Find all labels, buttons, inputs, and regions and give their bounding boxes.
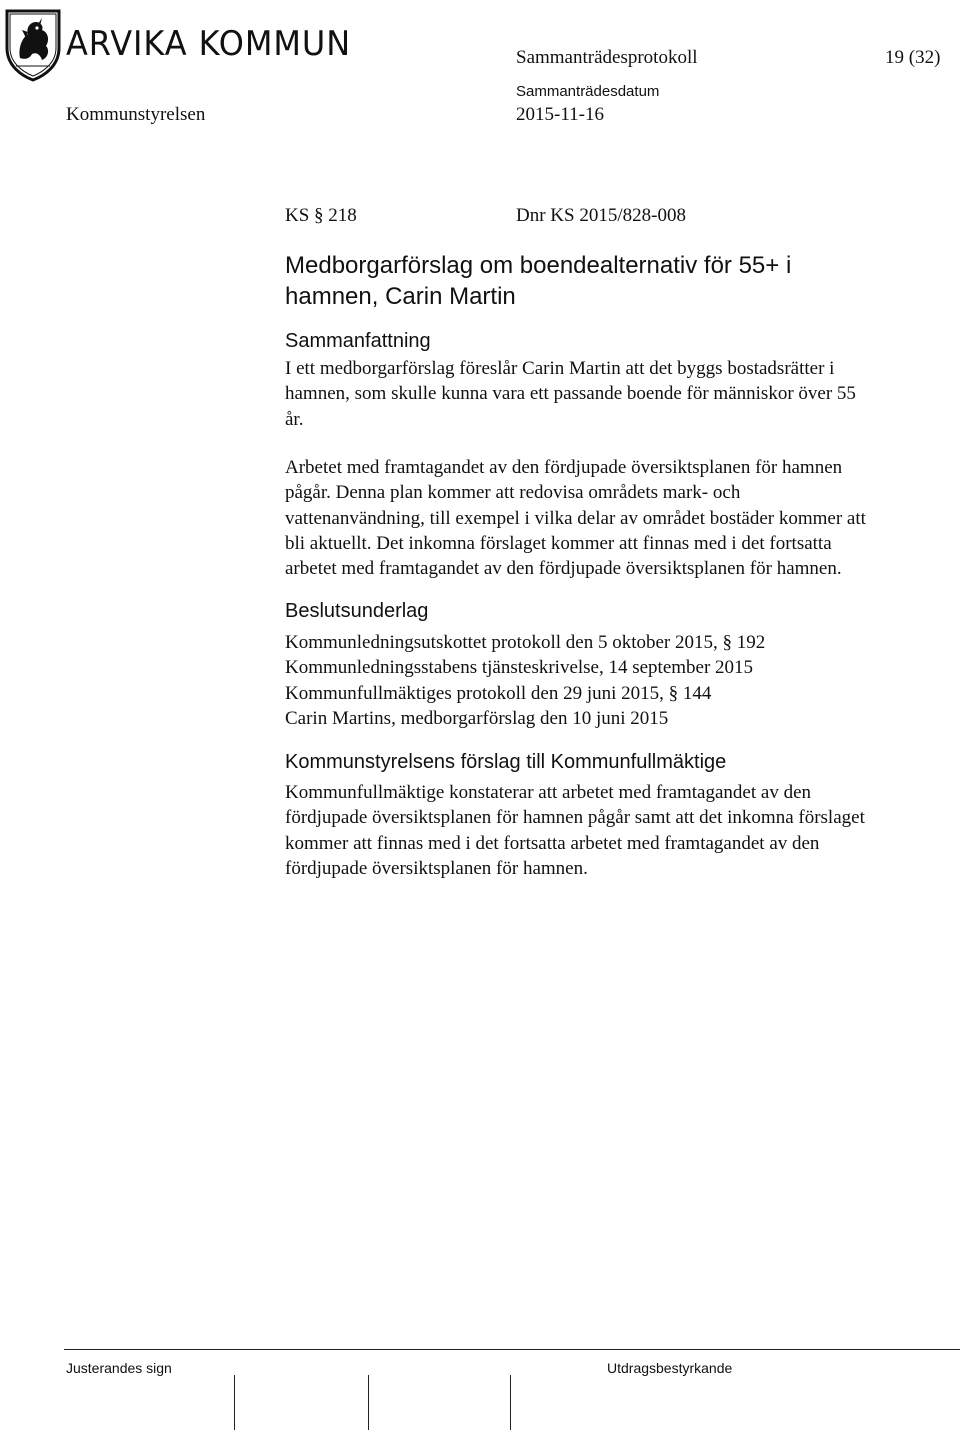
text-line: år.	[285, 408, 304, 430]
summary-paragraph-1	[285, 356, 955, 432]
text-line: Kommunfullmäktige konstaterar att arbetet med framtagandet av den	[285, 782, 811, 803]
org-name-logotype: ARVIKA KOMMUN	[66, 24, 352, 64]
proposal-heading: Kommunstyrelsens förslag till Kommunfullmäktige	[285, 751, 727, 773]
summary-heading: Sammanfattning	[285, 330, 431, 352]
basis-item: Kommunfullmäktiges protokoll den 29 juni 2015, § 144	[285, 682, 712, 704]
text-line: pågår. Denna plan kommer att redovisa områdets mark- och	[285, 482, 741, 504]
signature-box-divider	[368, 1375, 369, 1430]
basis-list	[285, 630, 955, 731]
text-line: Arbetet med framtagandet av den fördjupade översiktsplanen för hamnen	[285, 457, 843, 478]
summary-paragraph-2	[285, 455, 955, 581]
text-line: vattenanvändning, till exempel i vilka delar av området bostäder kommer att	[285, 507, 866, 529]
case-title	[285, 250, 955, 312]
basis-item: Carin Martins, medborgarförslag den 10 juni 2015	[285, 707, 669, 729]
text-line: I ett medborgarförslag föreslår Carin Martin att det byggs bostadsrätter i	[285, 358, 835, 379]
signature-box-divider	[510, 1375, 511, 1430]
date-label: Sammanträdesdatum	[516, 83, 660, 100]
proposal-text	[285, 780, 955, 881]
footer-divider	[64, 1349, 960, 1350]
case-title-line: hamnen, Carin Martin	[285, 283, 516, 310]
signature-label: Justerandes sign	[66, 1360, 172, 1376]
text-line: bli aktuellt. Det inkomna förslaget kommer att finnas med i det fortsatta	[285, 532, 832, 554]
text-line: fördjupade översiktsplanen för hamnen.	[285, 857, 588, 879]
text-line: hamnen, som skulle kunna vara ett passande boende för människor över 55	[285, 383, 856, 405]
text-line: arbetet med framtagandet av den fördjupade översiktsplanen för hamnen.	[285, 558, 842, 580]
basis-heading: Beslutsunderlag	[285, 600, 429, 622]
committee-name: Kommunstyrelsen	[66, 104, 206, 125]
arvika-crest-logo	[4, 8, 62, 82]
case-number: KS § 218	[285, 205, 357, 226]
case-title-line: Medborgarförslag om boendealternativ för 55+ i	[285, 252, 792, 279]
text-line: fördjupade översiktsplanen för hamnen pågår samt att det inkomna förslaget	[285, 807, 865, 829]
diary-number: Dnr KS 2015/828-008	[516, 205, 686, 226]
meeting-date: 2015-11-16	[516, 104, 604, 125]
document-type: Sammanträdesprotokoll	[516, 47, 698, 68]
page-number: 19 (32)	[885, 47, 941, 68]
basis-item: Kommunledningsstabens tjänsteskrivelse, 14 september 2015	[285, 657, 754, 679]
basis-item: Kommunledningsutskottet protokoll den 5 oktober 2015, § 192	[285, 632, 766, 653]
signature-box-divider	[234, 1375, 235, 1430]
certification-label: Utdragsbestyrkande	[607, 1360, 733, 1376]
text-line: kommer att finnas med i det fortsatta arbetet med framtagandet av den	[285, 832, 820, 854]
